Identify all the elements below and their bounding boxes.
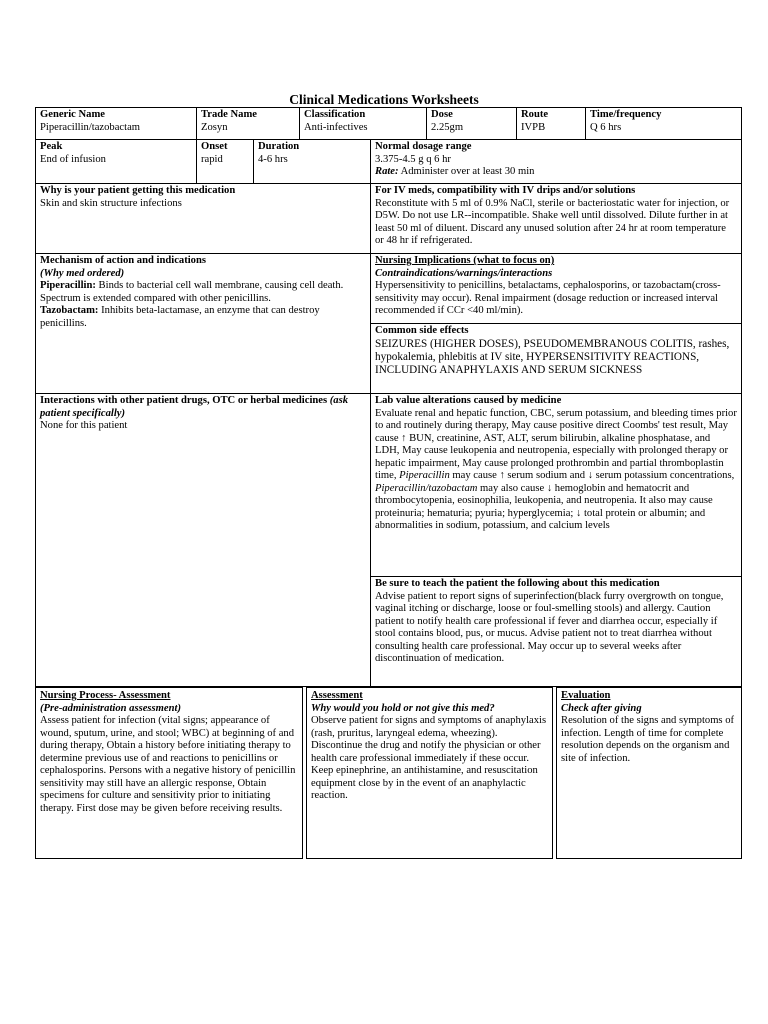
contraindications-value: Hypersensitivity to penicillins, betalactams, cephalosporins, or tazobactam(cross-sensitivity may occur). Renal impairment (dosage reduction or increased interval recommended if CCr <40 ml/min).: [375, 280, 721, 316]
onset-label: Onset: [201, 141, 228, 152]
lab-values-text-3: may also cause ↓ hemoglobin and hematocrit and thrombocytopenia, eosinophilia, leukopenia, and neutropenia. It also may cause proteinuria; hematuria; pyuria; hyperglycemia; ↓ total protein or albumin; and abnormalities in sodium, potassium, and calcium levels: [375, 482, 713, 531]
lab-values-text-1: Evaluate renal and hepatic function, CBC, serum potassium, and bleeding times prior to and routinely during therapy, May cause positive direct Coombs' test result, May cause ↑ BUN, creatinine, AST, ALT, serum bilirubin, alkaline phosphatase, and LDH, May cause leukopenia and neutropenia, especially with prolonged therapy or hepatic impairment, May cause prolonged prothrombin and partial thromboplastin time,: [375, 407, 737, 481]
page-title: Clinical Medications Worksheets: [289, 92, 479, 107]
onset-cell: [197, 140, 253, 183]
trade-name-value: Zosyn: [201, 121, 228, 133]
lab-values-italic-1: Piperacillin: [399, 470, 450, 481]
peak-cell: [36, 140, 196, 183]
duration-label: Duration: [258, 141, 300, 152]
why-label: Why is your patient getting this medication: [40, 185, 236, 196]
lab-values-cell: [371, 394, 741, 576]
evaluation-label: Evaluation: [561, 690, 611, 701]
nursing-process-value: Assess patient for infection (vital signs; appearance of wound, sputum, urine, and stool; WBC) at beginning of and during therapy, Obtain a history before initiating therapy to determine previous use of and reactions to penicillins or cephalosporins. Persons with a negative history of penicillin sensitivity may still have an allergic response, Obtain specimens for culture and sensitivity prior to initiating therapy. First dose may be given before receiving results.: [40, 715, 296, 814]
assessment-label: Assessment: [311, 690, 363, 701]
side-effects-cell: [371, 324, 741, 393]
lab-values-label: Lab value alterations caused by medicine: [375, 395, 562, 406]
tazobactam-label: Tazobactam:: [40, 305, 99, 316]
classification-label: Classification: [304, 109, 366, 120]
lab-values-italic-2: Piperacillin/tazobactam: [375, 482, 478, 494]
generic-name-label: Generic Name: [40, 109, 106, 120]
route-cell: [517, 108, 585, 139]
tazobactam-text: Inhibits beta-lactamase, an enzyme that can destroy penicillins.: [40, 305, 320, 329]
interactions-value: None for this patient: [40, 420, 128, 431]
dose-value: 2.25gm: [431, 121, 464, 133]
assessment-sublabel: Why would you hold or not give this med?: [311, 702, 495, 714]
interactions-cell: [36, 394, 370, 686]
interactions-label-italic: (ask patient specifically): [40, 395, 349, 419]
piperacillin-text: Binds to bacterial cell wall membrane, causing cell death. Spectrum is extended compared with other penicillins.: [40, 280, 344, 304]
interactions-label: Interactions with other patient drugs, OTC or herbal medicines: [40, 395, 328, 406]
normal-dosage-cell: [371, 140, 741, 183]
nursing-process-label: Nursing Process- Assessment: [40, 690, 171, 701]
peak-value: End of infusion: [40, 153, 106, 165]
peak-label: Peak: [40, 141, 63, 152]
duration-value: 4-6 hrs: [258, 153, 288, 165]
nursing-implications-cell: [371, 254, 741, 323]
evaluation-cell: [557, 689, 741, 858]
duration-cell: [254, 140, 370, 183]
nursing-process-sublabel: (Pre-administration assessment): [40, 702, 181, 714]
patient-teaching-value: Advise patient to report signs of superinfection(black furry overgrowth on tongue, vaginal itching or discharge, loose or foul-smelling stools) and allergy. Caution patient to notify health care professional if fever and diarrhea occur, especially if stool contains blood, pus, or mucus. Advise patient not to treat diarrhea without consulting health care professional. May occur up to several weeks after discontinuation of medication.: [375, 590, 724, 664]
generic-name-value: Piperacillin/tazobactam: [40, 121, 141, 133]
iv-compatibility-label: For IV meds, compatibility with IV drips and/or solutions: [375, 185, 636, 196]
why-value: Skin and skin structure infections: [40, 197, 182, 209]
time-frequency-cell: [586, 108, 741, 139]
iv-compatibility-cell: [371, 184, 741, 253]
patient-teaching-label: Be sure to teach the patient the following about this medication: [375, 578, 660, 589]
trade-name-cell: [197, 108, 299, 139]
assessment-cell: [307, 689, 552, 858]
route-label: Route: [521, 109, 549, 120]
iv-compatibility-value: Reconstitute with 5 ml of 0.9% NaCl, sterile or bacteriostatic water for injection, or D5W. Do not use LR--incompatible. Shake well until dissolved. Dilute further in at least 50 ml of diluent. Discard any unused solution after 24 hr at room temperature or 48 hr if refrigerated.: [375, 197, 730, 246]
nursing-implications-label: Nursing Implications (what to focus on): [375, 255, 555, 266]
mechanism-cell: [36, 254, 370, 393]
rate-label: Rate:: [375, 166, 399, 177]
piperacillin-label: Piperacillin:: [40, 280, 96, 291]
patient-teaching-cell: [371, 577, 741, 686]
evaluation-sublabel: Check after giving: [561, 702, 642, 714]
rate-value: Administer over at least 30 min: [398, 166, 535, 177]
why-cell: [36, 184, 370, 253]
time-frequency-label: Time/frequency: [590, 109, 662, 120]
evaluation-value: Resolution of the signs and symptoms of infection. Length of time for complete resolution depends on the organism and site of infection.: [561, 715, 735, 764]
mechanism-label: Mechanism of action and indications: [40, 255, 206, 266]
side-effects-value: SEIZURES (HIGHER DOSES), PSEUDOMEMBRANOUS COLITIS, rashes, hypokalemia, phlebitis at IV site, HYPERSENSITIVITY REACTIONS, INCLUDING ANAPHYLAXIS AND SERUM SICKNESS: [375, 337, 730, 376]
assessment-value: Observe patient for signs and symptoms of anaphylaxis (rash, pruritus, laryngeal edema, wheezing). Discontinue the drug and notify the physician or other health care professional immediately if these occur. Keep epinephrine, an antihistamine, and resuscitation equipment close by in the event of an anaphylactic reaction.: [311, 715, 547, 801]
dose-label: Dose: [431, 109, 453, 120]
lab-values-text-2: may cause ↑ serum sodium and ↓ serum potassium concentrations,: [449, 470, 735, 481]
dose-cell: [427, 108, 516, 139]
classification-value: Anti-infectives: [304, 121, 368, 133]
normal-dosage-label: Normal dosage range: [375, 141, 472, 152]
generic-name-cell: [36, 108, 196, 139]
time-frequency-value: Q 6 hrs: [590, 121, 622, 133]
nursing-process-cell: [36, 689, 302, 858]
trade-name-label: Trade Name: [201, 109, 257, 120]
onset-value: rapid: [201, 153, 223, 165]
normal-dosage-value: 3.375-4.5 g q 6 hr: [375, 153, 451, 165]
route-value: IVPB: [521, 121, 546, 133]
classification-cell: [300, 108, 426, 139]
side-effects-label: Common side effects: [375, 325, 469, 336]
contraindications-label: Contraindications/warnings/interactions: [375, 267, 553, 279]
mechanism-sublabel: (Why med ordered): [40, 267, 125, 279]
